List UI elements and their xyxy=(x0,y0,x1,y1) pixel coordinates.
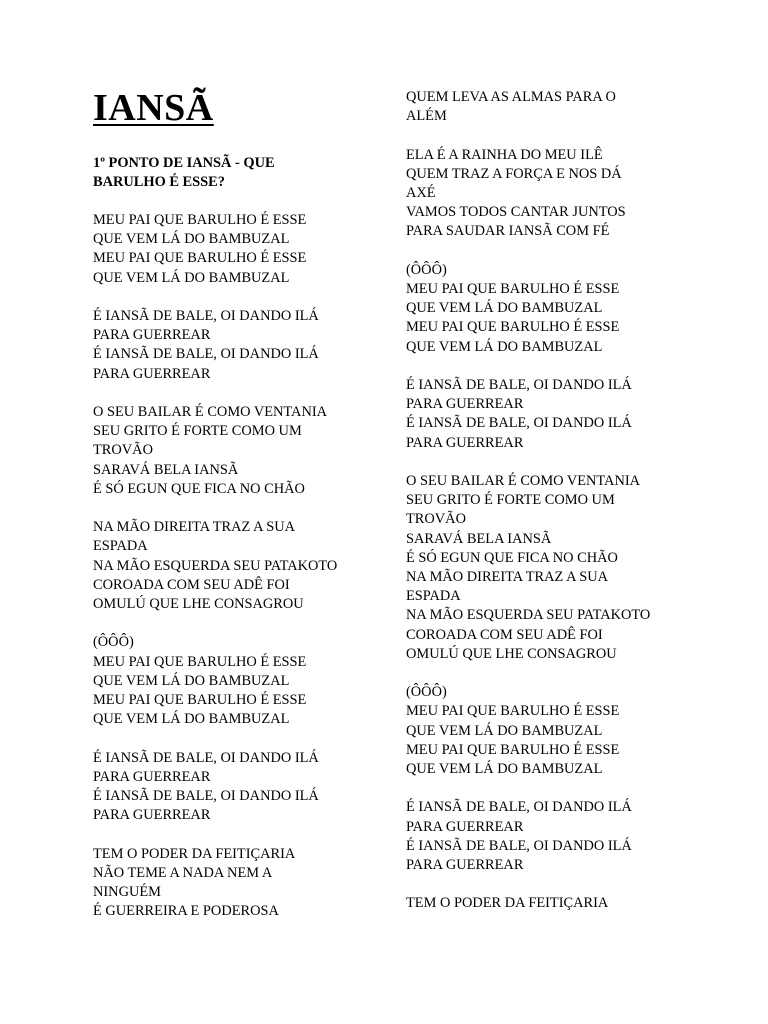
lyrics-line: ALÉM xyxy=(406,108,447,125)
lyrics-line: ESPADA xyxy=(406,588,461,605)
lyrics-line: PARA SAUDAR IANSÃ COM FÉ xyxy=(406,223,610,240)
lyrics-line: SARAVÁ BELA IANSÃ xyxy=(406,530,552,547)
lyrics-line: É IANSÃ DE BALE, OI DANDO ILÁ xyxy=(93,788,319,805)
lyrics-line: MEU PAI QUE BARULHO É ESSE xyxy=(406,703,620,720)
lyrics-stanza xyxy=(93,403,363,499)
lyrics-line: (ÔÔÔ) xyxy=(406,261,447,278)
lyrics-stanza xyxy=(406,376,681,453)
lyrics-line: VAMOS TODOS CANTAR JUNTOS xyxy=(406,204,626,221)
lyrics-line: TEM O PODER DA FEITIÇARIA xyxy=(93,845,296,862)
lyrics-line: MEU PAI QUE BARULHO É ESSE xyxy=(406,281,620,297)
lyrics-line: NA MÃO DIREITA TRAZ A SUA xyxy=(93,519,296,536)
lyrics-line: QUE VEM LÁ DO BAMBUZAL xyxy=(406,722,603,739)
lyrics-line: NA MÃO ESQUERDA SEU PATAKOTO xyxy=(93,557,338,574)
lyrics-line: TEM O PODER DA FEITIÇARIA xyxy=(406,895,609,912)
subtitle-line: 1º PONTO DE IANSÃ - QUE xyxy=(93,155,275,171)
lyrics-line: MEU PAI QUE BARULHO É ESSE xyxy=(93,653,307,670)
lyrics-stanza xyxy=(93,307,363,384)
lyrics-line: MEU PAI QUE BARULHO É ESSE xyxy=(406,741,620,758)
lyrics-line: É IANSÃ DE BALE, OI DANDO ILÁ xyxy=(406,377,632,393)
lyrics-line: QUEM TRAZ A FORÇA E NOS DÁ xyxy=(406,165,622,182)
lyrics-line: PARA GUERREAR xyxy=(93,365,211,382)
lyrics-stanza xyxy=(93,211,363,288)
lyrics-stanza xyxy=(406,894,681,913)
lyrics-line: ESPADA xyxy=(93,538,148,555)
lyrics-line: OMULÚ QUE LHE CONSAGROU xyxy=(406,645,617,662)
lyrics-line: QUE VEM LÁ DO BAMBUZAL xyxy=(406,300,603,317)
lyrics-stanza xyxy=(93,633,363,729)
lyrics-stanza xyxy=(406,798,681,875)
lyrics-line: PARA GUERREAR xyxy=(93,807,211,824)
lyrics-line: É GUERREIRA E PODEROSA xyxy=(93,903,279,920)
lyrics-line: SEU GRITO É FORTE COMO UM xyxy=(93,423,302,440)
lyrics-line: AXÉ xyxy=(406,185,436,201)
song-subtitle xyxy=(93,154,355,192)
lyrics-line: PARA GUERREAR xyxy=(406,857,524,874)
lyrics-line: (ÔÔÔ) xyxy=(406,684,447,701)
lyrics-line: NINGUÉM xyxy=(93,884,161,901)
lyrics-stanza xyxy=(406,261,681,357)
lyrics-line: COROADA COM SEU ADÊ FOI xyxy=(406,626,603,643)
lyrics-line: É IANSÃ DE BALE, OI DANDO ILÁ xyxy=(406,415,632,432)
lyrics-line: É SÓ EGUN QUE FICA NO CHÃO xyxy=(406,549,618,566)
lyrics-stanza xyxy=(406,472,681,664)
lyrics-line: PARA GUERREAR xyxy=(406,396,524,413)
lyrics-line: É IANSÃ DE BALE, OI DANDO ILÁ xyxy=(93,346,319,363)
lyrics-line: NA MÃO DIREITA TRAZ A SUA xyxy=(406,569,609,586)
lyrics-line: É IANSÃ DE BALE, OI DANDO ILÁ xyxy=(93,749,319,766)
lyrics-line: COROADA COM SEU ADÊ FOI xyxy=(93,576,290,593)
lyrics-line: PARA GUERREAR xyxy=(93,768,211,785)
lyrics-stanza xyxy=(406,88,681,126)
lyrics-line: (ÔÔÔ) xyxy=(93,634,134,651)
lyrics-line: TROVÃO xyxy=(406,511,466,528)
lyrics-stanza xyxy=(406,683,681,779)
lyrics-line: MEU PAI QUE BARULHO É ESSE xyxy=(93,250,307,267)
lyrics-line: MEU PAI QUE BARULHO É ESSE xyxy=(406,319,620,336)
lyrics-line: NÃO TEME A NADA NEM A xyxy=(93,864,273,881)
lyrics-line: ELA É A RAINHA DO MEU ILÊ xyxy=(406,146,603,163)
lyrics-line: QUE VEM LÁ DO BAMBUZAL xyxy=(93,711,290,728)
lyrics-stanza xyxy=(93,845,363,922)
lyrics-line: QUE VEM LÁ DO BAMBUZAL xyxy=(406,761,603,778)
lyrics-line: É SÓ EGUN QUE FICA NO CHÃO xyxy=(93,480,305,497)
page-title: IANSÃ xyxy=(93,87,214,129)
lyrics-line: QUE VEM LÁ DO BAMBUZAL xyxy=(93,269,290,286)
lyrics-line: QUEM LEVA AS ALMAS PARA O xyxy=(406,89,616,105)
lyrics-line: É IANSÃ DE BALE, OI DANDO ILÁ xyxy=(406,837,632,854)
lyrics-line: OMULÚ QUE LHE CONSAGROU xyxy=(93,596,304,613)
lyrics-line: O SEU BAILAR É COMO VENTANIA xyxy=(93,404,328,420)
lyrics-line: O SEU BAILAR É COMO VENTANIA xyxy=(406,473,641,489)
lyrics-column-right xyxy=(406,88,681,933)
lyrics-line: PARA GUERREAR xyxy=(406,818,524,835)
lyrics-line: PARA GUERREAR xyxy=(406,434,524,451)
lyrics-line: QUE VEM LÁ DO BAMBUZAL xyxy=(93,231,290,248)
lyrics-line: MEU PAI QUE BARULHO É ESSE xyxy=(93,692,307,709)
lyrics-stanza xyxy=(93,749,363,826)
lyrics-stanza xyxy=(406,146,681,242)
lyrics-line: SARAVÁ BELA IANSÃ xyxy=(93,461,239,478)
lyrics-line: É IANSÃ DE BALE, OI DANDO ILÁ xyxy=(93,308,319,324)
lyrics-line: PARA GUERREAR xyxy=(93,327,211,344)
lyrics-line: QUE VEM LÁ DO BAMBUZAL xyxy=(406,338,603,355)
lyrics-line: TROVÃO xyxy=(93,442,153,459)
lyrics-line: SEU GRITO É FORTE COMO UM xyxy=(406,492,615,509)
lyrics-line: NA MÃO ESQUERDA SEU PATAKOTO xyxy=(406,607,651,624)
lyrics-line: QUE VEM LÁ DO BAMBUZAL xyxy=(93,672,290,689)
lyrics-column-left xyxy=(93,211,363,941)
subtitle-line: BARULHO É ESSE? xyxy=(93,174,225,191)
lyrics-line: MEU PAI QUE BARULHO É ESSE xyxy=(93,212,307,228)
lyrics-line: É IANSÃ DE BALE, OI DANDO ILÁ xyxy=(406,799,632,816)
lyrics-stanza xyxy=(93,518,363,614)
